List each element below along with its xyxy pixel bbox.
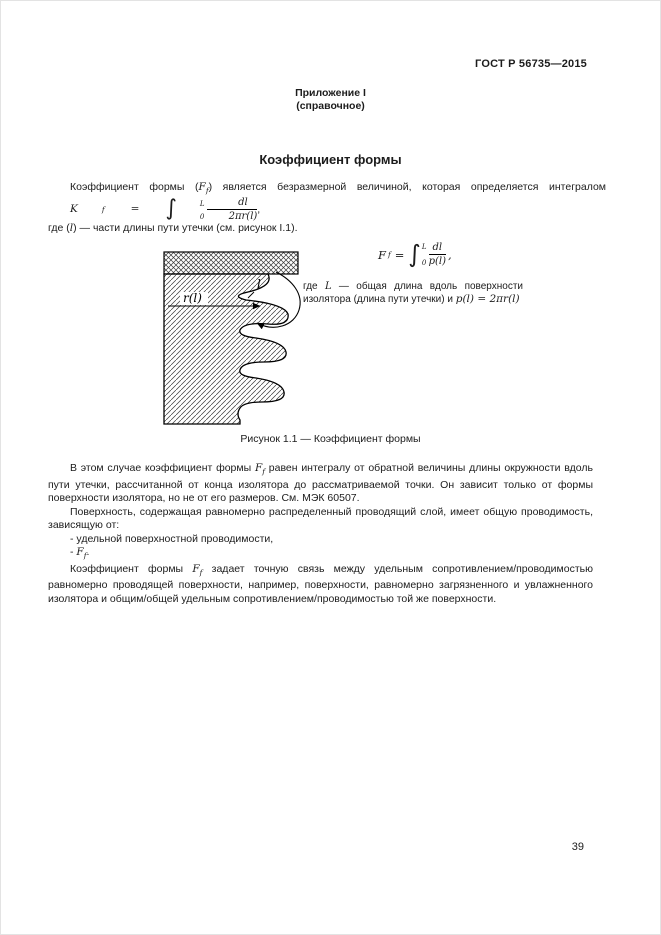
paragraph-shape-factor bbox=[48, 462, 593, 506]
intro-paragraph bbox=[48, 181, 606, 222]
paragraph-relation bbox=[48, 563, 593, 607]
text-run: , bbox=[257, 203, 261, 216]
intro-section bbox=[48, 181, 606, 235]
text-run: равен интегралу от обратной величины длины окружности вдоль пути утечки, рассчитанной от конца изолятора до рассматриваемой точки. Он зависит только от формы поверхности изолятора, но не от его размеров. См. МЭК 60507. bbox=[48, 462, 593, 505]
formula-subscript: f bbox=[101, 205, 105, 215]
fraction-denominator: 2πr(l) bbox=[228, 211, 258, 223]
list-item-conductivity: - удельной поверхностной проводимости, bbox=[70, 532, 274, 545]
variable-Ff: F bbox=[192, 562, 200, 575]
text-run: ) является безразмерной величиной, которая определяется интегралом bbox=[208, 181, 607, 193]
integral bbox=[408, 240, 427, 269]
perimeter-formula: p(l) = 2πr(l) bbox=[455, 293, 520, 305]
appendix-title: Приложение I bbox=[295, 87, 366, 99]
figure-caption: Рисунок 1.1 — Коэффициент формы bbox=[240, 433, 421, 445]
integral-limits bbox=[178, 198, 205, 222]
fraction bbox=[207, 197, 261, 223]
integral-lower-limit: 0 bbox=[421, 258, 427, 267]
page-number: 39 bbox=[571, 841, 584, 853]
variable-subscript: f bbox=[199, 567, 203, 577]
formula-variable: F bbox=[378, 247, 386, 262]
figure-label-l: l bbox=[257, 277, 261, 291]
figure-area bbox=[48, 234, 606, 434]
appendix-subtitle: (справочное) bbox=[296, 100, 365, 112]
text-run: — общая длина вдоль поверхности изолятора (длина пути утечки) и bbox=[303, 281, 524, 305]
variable-subscript: f bbox=[83, 551, 87, 561]
text-run: ) — части длины пути утечки (см. рисунок I.1). bbox=[73, 222, 298, 235]
list-item-ff bbox=[48, 546, 593, 563]
integral-lower-limit: 0 bbox=[199, 212, 205, 221]
text-run: Коэффициент формы ( bbox=[70, 181, 199, 193]
fraction-numerator: dl bbox=[238, 197, 248, 209]
variable-subscript: f bbox=[205, 186, 209, 196]
text-run: где ( bbox=[48, 222, 70, 235]
variable-l: l bbox=[69, 222, 74, 235]
variable-Ff: F bbox=[76, 546, 84, 559]
variable-Ff: F bbox=[198, 181, 206, 193]
text-run: задает точную связь между удельным сопротивлением/проводимостью равномерно проводящей поверхности, например, поверхности, равномерно загрязненного и увлажненного изолятора и общим/общей удельным сопротивлением/проводимостью той же поверхности. bbox=[48, 562, 593, 605]
variable-Ff: F bbox=[254, 462, 263, 474]
body-text bbox=[48, 462, 593, 606]
formula-subscript: f bbox=[387, 250, 391, 259]
formula-ff bbox=[378, 242, 452, 267]
equals-sign: = bbox=[130, 203, 140, 216]
fraction-denominator: p(l) bbox=[428, 256, 446, 267]
fraction-numerator: dl bbox=[432, 242, 443, 253]
formula-variable: K bbox=[70, 203, 78, 216]
label-leader-line bbox=[248, 292, 254, 298]
paragraph-surface: Поверхность, содержащая равномерно распределенный проводящий слой, имеет общую проводимость, зависящую от: bbox=[48, 505, 593, 532]
fraction-bar bbox=[207, 209, 258, 210]
fraction-bar bbox=[429, 254, 446, 255]
section-title: Коэффициент формы bbox=[259, 152, 402, 167]
insulator-figure bbox=[156, 250, 314, 430]
text-run: где bbox=[303, 281, 325, 292]
formula-kf bbox=[48, 197, 257, 222]
text-run: , bbox=[447, 247, 452, 262]
fraction bbox=[429, 242, 446, 267]
doc-number: ГОСТ Р 56735—2015 bbox=[475, 58, 587, 70]
appendix-heading bbox=[1, 87, 660, 113]
text-run: . bbox=[86, 546, 90, 559]
variable-L: L bbox=[324, 281, 332, 292]
text-run: В этом случае коэффициент формы bbox=[70, 462, 255, 474]
integral-upper-limit: L bbox=[421, 242, 427, 251]
integral-limits bbox=[422, 243, 427, 267]
insulator-cap bbox=[164, 252, 298, 274]
equals-sign: = bbox=[394, 247, 405, 262]
figure-side-note bbox=[303, 280, 523, 306]
text-run: Коэффициент формы bbox=[70, 562, 193, 575]
variable-subscript: f bbox=[262, 467, 266, 477]
integral-upper-limit: L bbox=[199, 199, 205, 208]
integral bbox=[143, 198, 204, 222]
text-run: - bbox=[70, 546, 77, 559]
integral-sign: ∫ bbox=[165, 196, 177, 222]
figure-label-r: r(l) bbox=[183, 291, 202, 305]
integral-sign: ∫ bbox=[408, 240, 421, 269]
